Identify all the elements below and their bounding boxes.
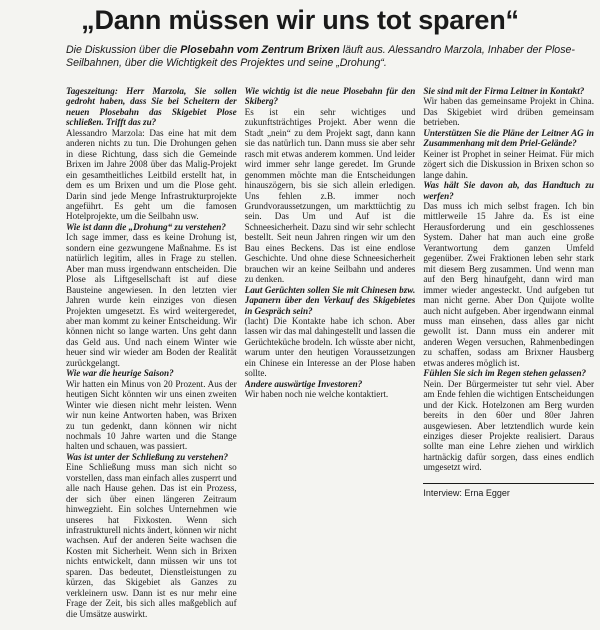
- answer-paragraph: Eine Schließung muss man sich nicht so vorstellen, dass man einfach alles zusperrt und alle nach Hause gehen. Das ist ein Prozess, der sich über einen längeren Zeitraum hinwegzieht. Ein solches Unternehmen wie unseres hat Fixkosten. Wenn sich infrastrukturell nichts ändert, können wir nicht wachsen. Auf der anderen Seite wachsen die Kosten mit Sicherheit. Wenn sich in Brixen nichts entwickelt, dann müssen wir uns tot sparen. Das bedeutet, Dienstleistungen zu kürzen, das Skigebiet als Ganzes zu verkleinern usw. Dann ist es nur mehr eine Frage der Zeit, bis sich alles maßgeblich auf die Umsätze auswirkt.: [66, 462, 237, 619]
- question-paragraph: Wie ist dann die „Drohung“ zu verstehen?: [66, 221, 226, 232]
- question-paragraph: Was ist unter der Schließung zu verstehen?: [66, 451, 229, 462]
- answer-paragraph: Wir haben das gemeinsame Projekt in China. Das Skigebiet wird drüben gemeinsam betrieben.: [423, 96, 594, 128]
- question-paragraph: Andere auswärtige Investoren?: [244, 378, 363, 389]
- answer-paragraph: Nein. Der Bürgermeister tut sehr viel. Aber am Ende fehlen die wichtigen Entscheidungen und der Kick. Hotelzonen am Berg wurden bereits in den 60er und 80er Jahren ausgewiesen. Aber letztendlich wurde kein einziges dieser Projekte realisiert. Daraus sollte man eine Lehre ziehen und wirklich hartnäckig dafür sorgen, dass eines endlich umgesetzt wird.: [423, 378, 594, 473]
- lead-paragraph: [66, 44, 582, 70]
- answer-paragraph: (lacht) Die Kontakte habe ich schon. Aber lassen wir das mal dahingestellt und lassen die Gerüchteküche brodeln. Ich wüsste aber nicht, warum unter den heutigen Voraussetzungen ein Chinese ein Interesse an der Plose haben sollte.: [244, 315, 416, 379]
- question-paragraph: Fühlen Sie sich im Regen stehen gelassen?: [423, 368, 587, 379]
- question-paragraph: Was hält Sie davon ab, das Handtuch zu werfen?: [423, 180, 594, 201]
- question-paragraph: Tageszeitung: Herr Marzola, Sie sollen gedroht haben, dass Sie bei Scheitern der neuen Plosebahn das Skigebiet Plose schließen. Trifft das zu?: [66, 86, 237, 128]
- lead-text-2: läuft aus. Alessandro Marzola, Inhaber der Plose-Seilbahnen, über die Wichtigkeit des Projektes und seine „Drohung“.: [66, 44, 575, 69]
- column-1: [66, 86, 237, 626]
- lead-text-1: Die Diskussion über die: [66, 44, 181, 56]
- question-paragraph: Wie war die heurige Saison?: [66, 368, 174, 379]
- column-2: [245, 86, 416, 626]
- lead-highlight: Plosebahn vom Zentrum Brixen: [180, 44, 340, 56]
- article-body: [66, 86, 594, 626]
- question-paragraph: Unterstützen Sie die Pläne der Leitner AG in Zusammenhang mit dem Priel-Gelände?: [423, 127, 594, 149]
- headline: „Dann müssen wir uns tot sparen“: [81, 5, 519, 35]
- answer-paragraph: Wir haben noch nie welche kontaktiert.: [244, 389, 389, 400]
- answer-paragraph: Wir hatten ein Minus von 20 Prozent. Aus der heutigen Sicht könnten wir uns einen zweiten Winter wie diesen nicht mehr leisten. Wenn wir nun keine Antworten haben, was Brixen zu tun gedenkt, dann können wir nicht nochmals 10 Jahre warten und die Stange halten und schauen, was passiert.: [66, 378, 237, 452]
- question-paragraph: Laut Gerüchten sollen Sie mit Chinesen bzw. Japanern über den Verkauf des Skigebietes in Gespräch sein?: [244, 284, 416, 316]
- answer-paragraph: Es ist ein sehr wichtiges und zukunftsträchtiges Projekt. Aber wenn die Stadt „nein“ zu dem Projekt sagt, dann kann sie das natürlich tun. Dann muss sie aber sehr rasch mit etwas anderem kommen. Und leider wird immer sehr lange geredet. Im Grunde genommen möchte man die Entscheidungen hinauszögern, bis sie sich allein erledigen. Uns fehlen z.B. immer noch Grundvoraussetzungen, um markttüchtig zu sein. Das Um und Auf ist die Schneesicherheit. Dazu sind wir sehr schlecht bestellt. Seit neun Jahren ringen wir um den Bau eines Beckens. Das ist eine endlose Geschichte. Und ohne diese Schneesicherheit brauchen wir an keine Seilbahn und anderes zu denken.: [244, 106, 416, 285]
- answer-paragraph: Keiner ist Prophet in seiner Heimat. Für mich zögert sich die Diskussion in Brixen schon so lange dahin.: [423, 148, 594, 180]
- interview-credit: Interview: Erna Egger: [423, 483, 594, 499]
- column-3-content: [423, 86, 594, 473]
- answer-paragraph: Alessandro Marzola: Das eine hat mit dem anderen nichts zu tun. Die Drohungen gehen in diese Richtung, dass sich die Gemeinde Brixen im Jahre 2008 über das Malig-Projekt ein gesamtheitliches Leitbild erstellt hat, in dem es um Brixen und um die Plose geht. Darin sind jede Menge Infrastrukturprojekte angeführt. Es geht um die famosen Hotelprojekte, um die Seilbahn usw.: [66, 127, 237, 222]
- column-3: [423, 86, 594, 626]
- answer-paragraph: Ich sage immer, dass es keine Drohung ist, sondern eine gezwungene Maßnahme. Es ist natürlich legitim, alles in Frage zu stellen. Aber man muss irgendwann entscheiden. Die Plose als Liftgesellschaft ist auf diese Bausteine angewiesen. In den letzten vier Jahren wurde kein einziges von diesen Projekten umgesetzt. Es wird weitergeredet, aber man kommt zu keiner Entscheidung. Wir können nicht so lange warten. Uns geht dann das Geld aus. Und nach einem Winter wie heuer sind wir wieder am Boden der Realität zurückgelangt.: [66, 232, 237, 368]
- question-paragraph: Wie wichtig ist die neue Plosebahn für den Skiberg?: [244, 86, 416, 107]
- question-paragraph: Sie sind mit der Firma Leitner in Kontakt?: [423, 86, 585, 96]
- answer-paragraph: Das muss ich mich selbst fragen. Ich bin mittlerweile 15 Jahre da. Es ist eine Herausforderung und ein geschlossenes System. Daher hat man auch eine große Verantwortung dem ganzen Umfeld gegenüber. Zwei Fraktionen leben sehr stark mit diesem Berg zusammen. Und wenn man auf den Berg hinaufgeht, dann wird man immer wieder angesteckt. Und aufgeben tut man nicht gerne. Aber Don Quijote wollte auch nicht aufgeben. Aber irgendwann einmal muss man einsehen, dass alles gar nicht gewollt ist. Dann muss ein anderer mit anderen Wegen versuchen, Rahmenbedingen zu schaffen, sodass am Brixner Hausberg etwas anderes möglich ist.: [423, 200, 594, 368]
